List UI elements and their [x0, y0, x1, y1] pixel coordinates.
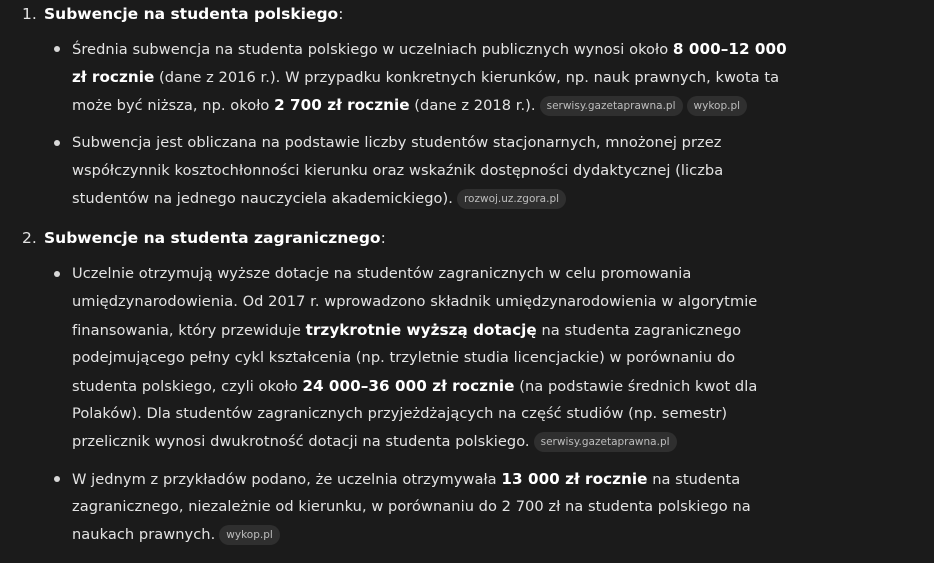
- heading-title: Subwencje na studenta polskiego: [44, 5, 339, 23]
- bullet-dot-icon: [54, 476, 60, 482]
- list-item-heading: 2. Subwencje na studenta zagranicznego:: [22, 224, 386, 252]
- list-item-heading: 1. Subwencje na studenta polskiego:: [22, 0, 343, 28]
- source-link[interactable]: rozwoj.uz.zgora.pl: [457, 189, 566, 209]
- list-number: 1.: [22, 5, 37, 23]
- bullet-dot-icon: [54, 46, 60, 52]
- list-number: 2.: [22, 229, 37, 247]
- source-link[interactable]: serwisy.gazetaprawna.pl: [534, 432, 677, 452]
- bullet-dot-icon: [54, 271, 60, 277]
- bullet-dot-icon: [54, 140, 60, 146]
- source-link[interactable]: wykop.pl: [219, 525, 280, 545]
- list-item: Uczelnie otrzymują wyższe dotacje na studentów zagranicznych w celu promowania umiędzynarodowienia. Od 2017 r. wprowadzono składnik umiędzynarodowienia w algorytmie finansowania, który przewiduje trzykrotnie wyższą dotację na studenta zagranicznego podejmującego pełny cykl kształcenia (np. trzyletnie studia licencjackie) w porównaniu do studenta polskiego, czyli około 24 000–36 000 zł rocznie (na podstawie średnich kwot dla Polaków). Dla studentów zagranicznych przyjeżdżających na część studiów (np. semestr) przelicznik wynosi dwukrotność dotacji na studenta polskiego. serwisy.gazetaprawna.pl: [72, 265, 758, 450]
- list-item: Średnia subwencja na studenta polskiego w uczelniach publicznych wynosi około 8 000–12 000 zł rocznie (dane z 2016 r.). W przypadku konkretnych kierunków, np. nauk prawnych, kwota ta może być niższa, np. około 2 700 zł rocznie (dane z 2018 r.). serwisy.gazetaprawna.pl wykop.pl: [72, 40, 787, 114]
- source-link[interactable]: wykop.pl: [687, 96, 748, 116]
- source-link[interactable]: serwisy.gazetaprawna.pl: [540, 96, 683, 116]
- list-item: W jednym z przykładów podano, że uczelnia otrzymywała 13 000 zł rocznie na studenta zagranicznego, niezależnie od kierunku, w porównaniu do 2 700 zł na studenta polskiego na naukach prawnych. wykop.pl: [72, 470, 751, 543]
- heading-title: Subwencje na studenta zagranicznego: [44, 229, 381, 247]
- list-item: Subwencja jest obliczana na podstawie liczby studentów stacjonarnych, mnożonej przez współczynnik kosztochłonności kierunku oraz wskaźnik dostępności dydaktycznej (liczba studentów na jednego nauczyciela akademickiego). rozwoj.uz.zgora.pl: [72, 134, 724, 207]
